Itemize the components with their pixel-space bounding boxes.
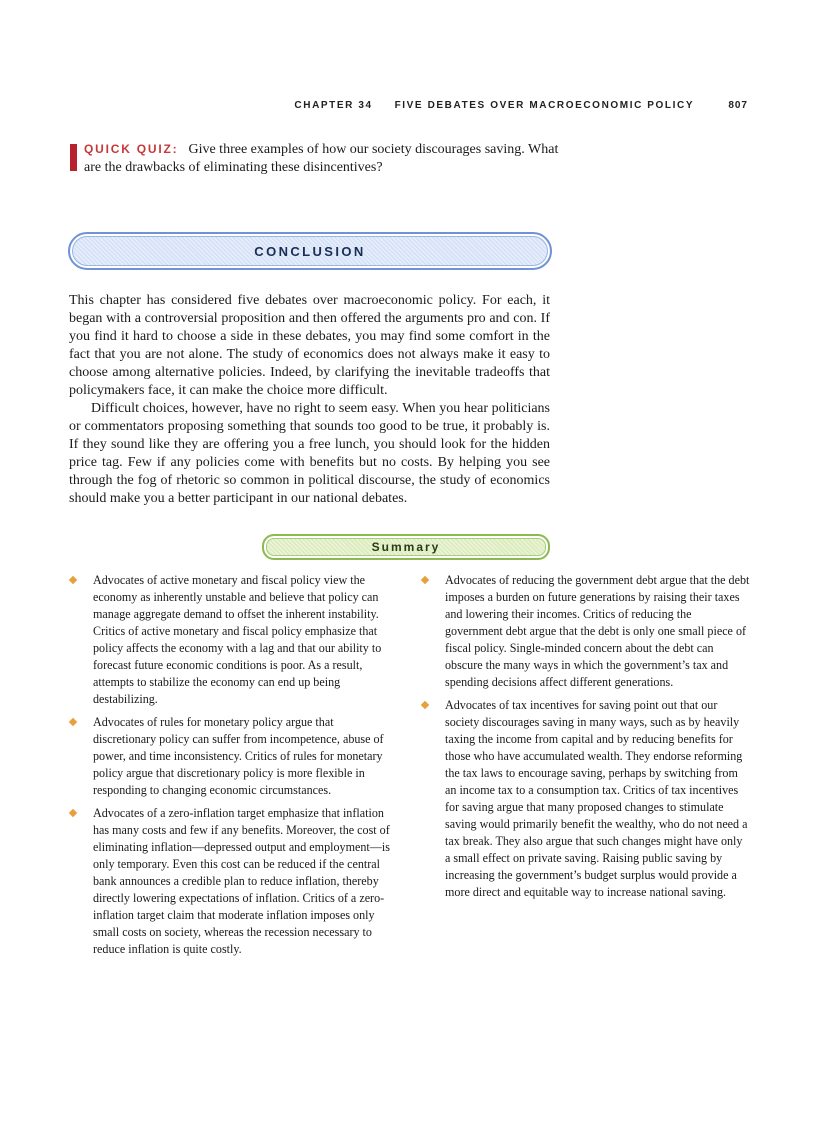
conclusion-body [69, 292, 550, 508]
summary-banner [262, 534, 550, 560]
summary-item-text: Advocates of tax incentives for saving point out that our society discourages saving in many ways, such as by heavily taxing the income from capital and by reducing benefits for those who have accumulated wealth. They endorse reforming the tax laws to encourage saving, perhaps by switching from an income tax to a consumption tax. Critics of tax incentives for saving argue that many proposed changes to stimulate saving would primarily benefit the wealthy, who do not need a tax break. They also argue that such changes might have only a small effect on private saving. Raising public saving by increasing the government’s budget surplus would provide a more direct and equitable way to increase national saving. [445, 698, 748, 899]
page-number: 807 [728, 100, 748, 111]
summary-item [68, 572, 394, 708]
diamond-bullet-icon [69, 809, 77, 817]
quick-quiz-label: QUICK QUIZ: [84, 142, 179, 156]
running-head [0, 100, 748, 111]
summary-item [68, 714, 394, 799]
diamond-bullet-icon [69, 576, 77, 584]
summary-item-text: Advocates of rules for monetary policy argue that discretionary policy can suffer from incompetence, abuse of power, and time inconsistency. Critics of rules for monetary policy argue that discretionary policy is more flexible in responding to changing economic circumstances. [93, 715, 384, 797]
chapter-label: CHAPTER 34 [294, 100, 373, 111]
conclusion-banner [68, 232, 552, 270]
diamond-bullet-icon [421, 576, 429, 584]
summary-item [68, 805, 394, 958]
diamond-bullet-icon [421, 701, 429, 709]
summary-item-text: Advocates of reducing the government debt argue that the debt imposes a burden on future generations by raising their taxes and lowering their incomes. Critics of reducing the government debt argue that the debt is only one small piece of fiscal policy. Single-minded concern about the debt can obscure the many ways in which the government’s tax and spending decisions affect different generations. [445, 573, 750, 689]
summary-left-column [68, 572, 394, 964]
conclusion-heading: CONCLUSION [254, 243, 366, 259]
summary-heading: Summary [371, 540, 441, 554]
summary-right-column [420, 572, 750, 907]
conclusion-paragraph-2: Difficult choices, however, have no right to seem easy. When you hear politicians or commentators proposing something that sounds too good to be true, it probably is. If they sound like they are offering you a free lunch, you should look for the hidden price tag. Few if any policies come with benefits but no costs. By helping you see through the fog of rhetoric so common in political discourse, the study of economics should make you a better participant in our national debates. [69, 401, 550, 506]
conclusion-paragraph-1: This chapter has considered five debates over macroeconomic policy. For each, it began with a controversial proposition and then offered the arguments pro and con. If you find it hard to choose a side in these debates, you may find some comfort in the fact that you are not alone. The study of economics does not always make it easy to choose among alternative policies. Indeed, by clarifying the inevitable tradeoffs that policymakers face, it can make the choice more difficult. [69, 293, 550, 398]
quick-quiz [70, 140, 560, 177]
quick-quiz-question: Give three examples of how our society discourages saving. What are the drawbacks of eliminating these disincentives? [84, 142, 559, 175]
chapter-title: FIVE DEBATES OVER MACROECONOMIC POLICY [394, 100, 694, 111]
diamond-bullet-icon [69, 718, 77, 726]
summary-item [420, 697, 750, 901]
quiz-marker-bar [70, 144, 77, 171]
summary-item-text: Advocates of active monetary and fiscal policy view the economy as inherently unstable and believe that policy can manage aggregate demand to offset the inherent instability. Critics of active monetary and fiscal policy emphasize that policy affects the economy with a lag and that our ability to forecast future economic conditions is poor. As a result, attempts to stabilize the economy can end up being destabilizing. [93, 573, 382, 706]
summary-item [420, 572, 750, 691]
quick-quiz-text-block [84, 140, 560, 177]
summary-item-text: Advocates of a zero-inflation target emphasize that inflation has many costs and few if any benefits. Moreover, the cost of eliminating inflation—depressed output and employment—is only temporary. Even this cost can be reduced if the central bank announces a credible plan to reduce inflation, thereby directly lowering expectations of inflation. Critics of a zero-inflation target claim that moderate inflation imposes only small costs on society, whereas the recession necessary to reduce inflation is quite costly. [93, 806, 390, 956]
